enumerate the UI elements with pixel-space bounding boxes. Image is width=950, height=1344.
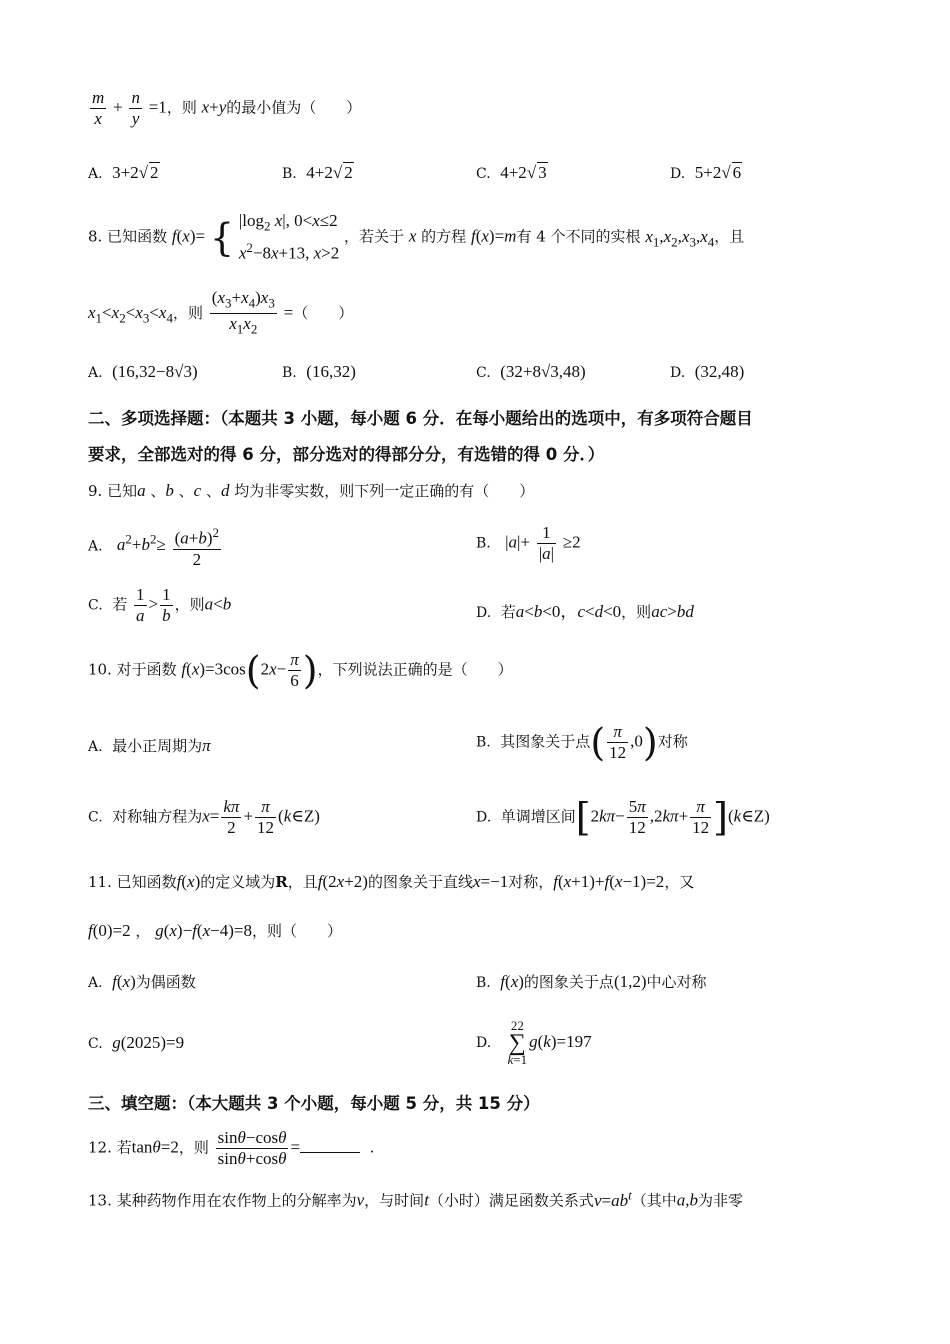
q13-stem: 13. 某种药物作用在农作物上的分解率为v，与时间t（小时）满足函数关系式$v=ab^t$（其中a,b为非零 — [88, 1187, 743, 1210]
q10-stem: 10. 对于函数 f(x)=3cos(2x− $\frac{\pi}{6}$ )，下列说法正确的是（ ） — [88, 648, 513, 693]
q7-option-b[interactable]: B. 4+2√ 2 — [282, 163, 353, 182]
section-2-heading-line2: 要求，全部选对的得 6 分，部分选对的得部分分，有选错的得 0 分．） — [88, 445, 605, 464]
q9-option-b[interactable]: B. |a|+ $\frac{1}{|a|}$ ≥2 — [476, 523, 581, 563]
q10-option-a[interactable]: A. 最小正周期为π — [88, 736, 211, 755]
q9-option-c[interactable]: C. 若 $\frac{1}{a}$ > $\frac{1}{b}$ ，则a<b — [88, 585, 232, 625]
q9-option-a[interactable]: A. $a^2+b^2\ge$ $\frac{(a+b)^2}{2}$ — [88, 525, 220, 569]
q11-line2: f(0)=2 ， g(x)−f(x−4)=8，则（ ） — [88, 921, 342, 940]
fraction-m-x: $\frac{m}{x}$ — [92, 88, 105, 128]
q11-option-c[interactable]: C. g(2025)=9 — [88, 1033, 185, 1052]
q7-option-d[interactable]: D. 5+2√ 6 — [670, 163, 742, 182]
q7-line: $\frac{m}{x}$ + $\frac{n}{y}$ =1，则 x+y的最小值为（ ） — [92, 88, 362, 128]
q8-option-c[interactable]: C. (32+8√3,48) — [476, 362, 586, 381]
q7-option-a[interactable]: A. 3+2√ 2 — [88, 163, 159, 182]
q10-option-c[interactable]: C. 对称轴方程为x= $\frac{k\pi}{2}$ + $\frac{\pi}{12}$ (k∈Z) — [88, 797, 320, 837]
answer-blank[interactable] — [300, 1152, 360, 1153]
q11-option-b[interactable]: B. f(x)的图象关于点(1,2)中心对称 — [476, 972, 707, 991]
fraction-n-y: $\frac{n}{y}$ — [131, 88, 140, 128]
q10-option-b[interactable]: B. 其图象关于点( $\frac{\pi}{12}$ ,0)对称 — [476, 720, 688, 765]
q9-option-d[interactable]: D. 若a<b<0，c<d<0，则ac>bd — [476, 602, 694, 621]
section-3-heading: 三、填空题：（本大题共 3 个小题，每小题 5 分，共 15 分） — [88, 1094, 540, 1113]
section-2-heading-line1: 二、多项选择题：（本题共 3 小题，每小题 6 分．在每小题给出的选项中，有多项符合题目 — [88, 409, 753, 428]
q8-line2: $x_1<x_2<x_3<x_4$，则 $\frac{(x_3+x_4)x_3}{x_1x_2}$ =（ ） — [88, 288, 910, 340]
q8-option-a[interactable]: A. (16,32−8√3) — [88, 362, 198, 381]
q12-stem: 12. 若tanθ=2，则 $\frac{\sin\theta-\cos\theta}{\sin\theta+\cos\theta}$ = . — [88, 1128, 375, 1168]
q7-option-c[interactable]: C. 4+2√ 3 — [476, 163, 547, 182]
q11-option-d[interactable]: D. 22 ∑ k=1 g(k)=197 — [476, 1018, 592, 1067]
q8-line1: 8. 已知函数 f(x)= { $|\log_2$ x|, 0<x≤2 $x^2-8x+13$, x>2 ，若关于 x 的方程 f(x)=m有 4 个不同的实根 $x_1,x_2,x_3,x_4$，且 — [88, 211, 745, 264]
q8-option-b[interactable]: B. (16,32) — [282, 362, 356, 381]
q9-stem: 9. 已知a 、b 、c 、d 均为非零实数，则下列一定正确的有（ ） — [88, 481, 535, 500]
q11-option-a[interactable]: A. f(x)为偶函数 — [88, 972, 196, 991]
piecewise-cases: $|\log_2$ x|, 0<x≤2 $x^2-8x+13$, x>2 — [238, 211, 340, 264]
q10-option-d[interactable]: D. 单调增区间[2kπ− $\frac{5\pi}{12}$ ,2kπ+ $\frac{\pi}{12}$ ](k∈Z) — [476, 795, 770, 840]
q11-line1: 11. 已知函数f(x)的定义域为R，且f(2x+2)的图象关于直线x=−1对称，f(x+1)+f(x−1)=2，又 — [88, 872, 695, 891]
q8-option-d[interactable]: D. (32,48) — [670, 362, 745, 381]
q8-fraction: $\frac{(x_3+x_4)x_3}{x_1x_2}$ — [211, 288, 275, 337]
